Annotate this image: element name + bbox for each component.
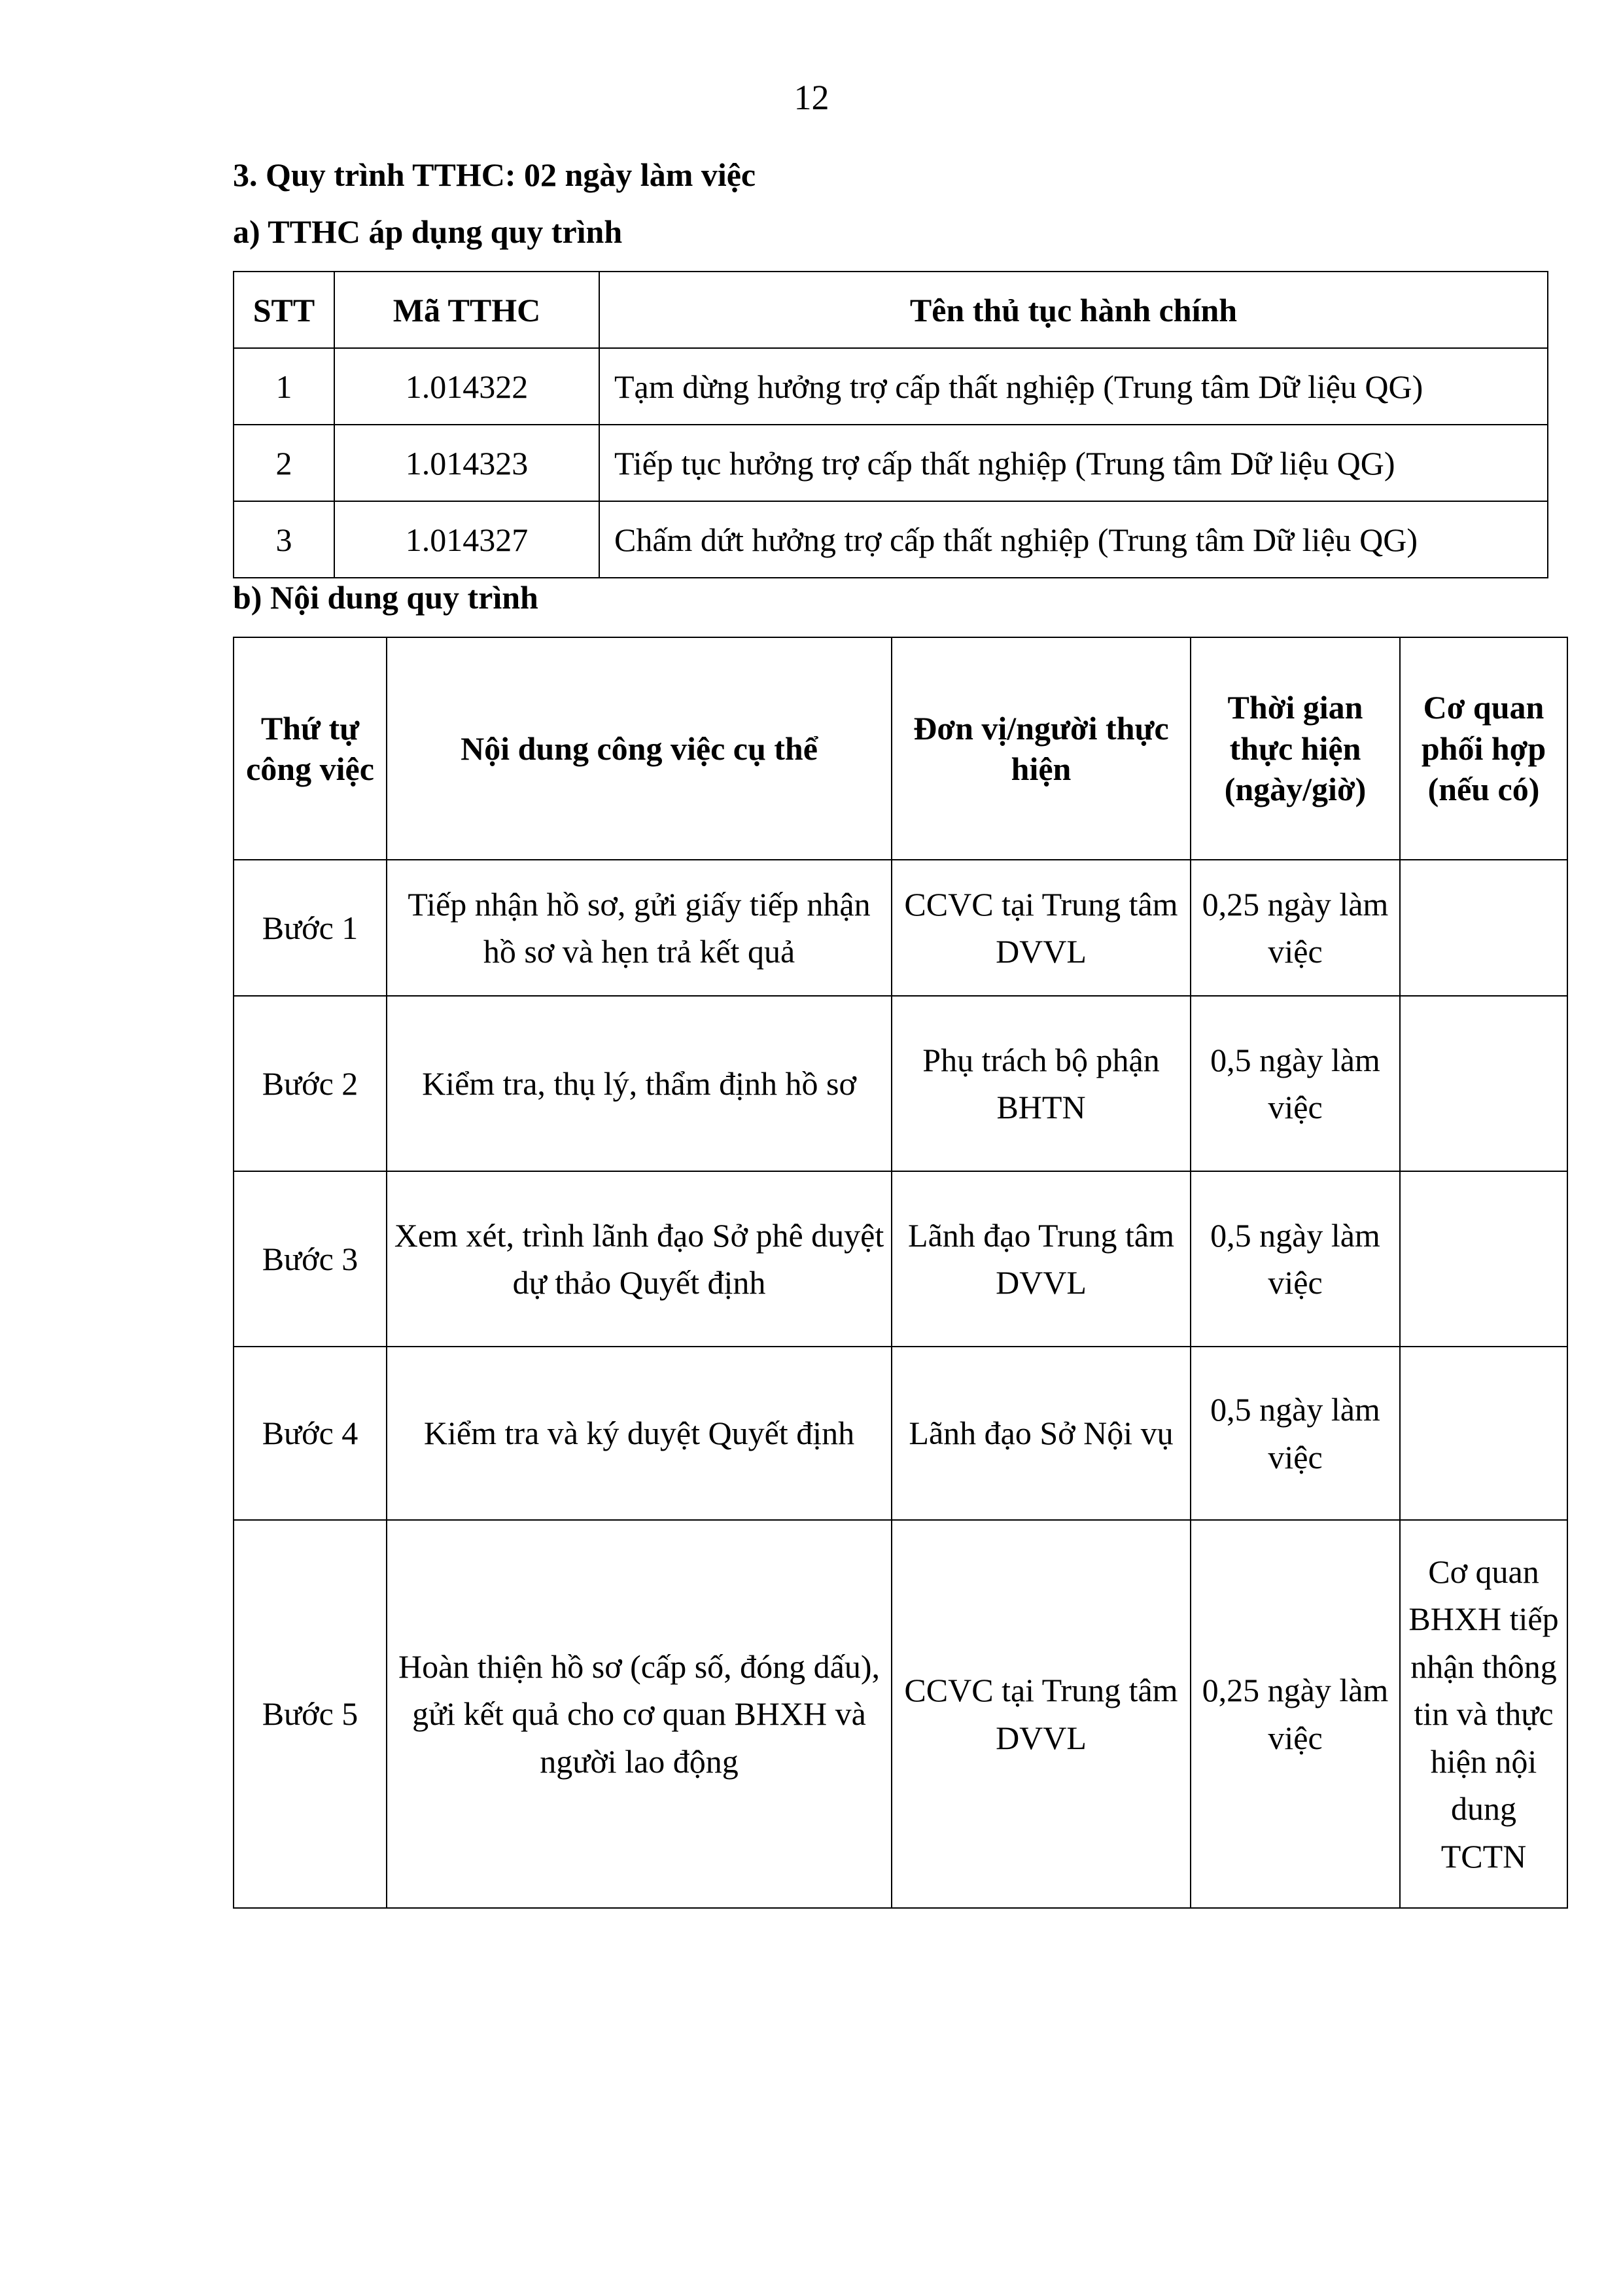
table-row: [234, 501, 1548, 578]
header-unit: Đơn vị/người thực hiện: [892, 637, 1191, 860]
cell-stt: 3: [234, 501, 334, 578]
cell-content: Tiếp nhận hồ sơ, gửi giấy tiếp nhận hồ sơ và hẹn trả kết quả: [387, 860, 892, 996]
cell-unit: Phụ trách bộ phận BHTN: [892, 996, 1191, 1171]
table-header-row: [234, 272, 1548, 348]
cell-name: Chấm dứt hưởng trợ cấp thất nghiệp (Trung tâm Dữ liệu QG): [599, 501, 1548, 578]
cell-code: 1.014323: [334, 425, 599, 501]
cell-time: 0,5 ngày làm việc: [1191, 1347, 1400, 1520]
cell-stt: 2: [234, 425, 334, 501]
header-content: Nội dung công việc cụ thể: [387, 637, 892, 860]
cell-unit: Lãnh đạo Trung tâm DVVL: [892, 1171, 1191, 1347]
table-row: [234, 425, 1548, 501]
table-row: [234, 348, 1548, 425]
cell-step: Bước 3: [234, 1171, 387, 1347]
cell-coordinator: [1400, 996, 1567, 1171]
cell-code: 1.014327: [334, 501, 599, 578]
cell-time: 0,25 ngày làm việc: [1191, 1520, 1400, 1908]
cell-coordinator: [1400, 1171, 1567, 1347]
table-header-row: [234, 637, 1567, 860]
part-a-title: a) TTHC áp dụng quy trình: [233, 213, 623, 250]
part-b-title: b) Nội dung quy trình: [233, 579, 538, 616]
cell-unit: CCVC tại Trung tâm DVVL: [892, 1520, 1191, 1908]
header-coordinator: Cơ quan phối hợp (nếu có): [1400, 637, 1567, 860]
cell-name: Tiếp tục hưởng trợ cấp thất nghiệp (Trung tâm Dữ liệu QG): [599, 425, 1548, 501]
cell-content: Hoàn thiện hồ sơ (cấp số, đóng dấu), gửi kết quả cho cơ quan BHXH và người lao động: [387, 1520, 892, 1908]
cell-coordinator: [1400, 860, 1567, 996]
cell-name: Tạm dừng hưởng trợ cấp thất nghiệp (Trung tâm Dữ liệu QG): [599, 348, 1548, 425]
process-steps-table: [233, 637, 1568, 1909]
cell-coordinator: [1400, 1347, 1567, 1520]
table-row: [234, 860, 1567, 996]
page-number: 12: [794, 78, 829, 117]
cell-time: 0,25 ngày làm việc: [1191, 860, 1400, 996]
section-title: 3. Quy trình TTHC: 02 ngày làm việc: [233, 156, 756, 193]
cell-unit: CCVC tại Trung tâm DVVL: [892, 860, 1191, 996]
cell-step: Bước 1: [234, 860, 387, 996]
cell-step: Bước 4: [234, 1347, 387, 1520]
table-row: [234, 1520, 1567, 1908]
cell-step: Bước 5: [234, 1520, 387, 1908]
header-time: Thời gian thực hiện (ngày/giờ): [1191, 637, 1400, 860]
cell-time: 0,5 ngày làm việc: [1191, 1171, 1400, 1347]
procedure-list-table: [233, 271, 1548, 578]
cell-step: Bước 2: [234, 996, 387, 1171]
header-name: Tên thủ tục hành chính: [599, 272, 1548, 348]
cell-code: 1.014322: [334, 348, 599, 425]
header-code: Mã TTHC: [334, 272, 599, 348]
header-stt: STT: [234, 272, 334, 348]
cell-content: Kiểm tra, thụ lý, thẩm định hồ sơ: [387, 996, 892, 1171]
table-row: [234, 1171, 1567, 1347]
cell-time: 0,5 ngày làm việc: [1191, 996, 1400, 1171]
table-row: [234, 996, 1567, 1171]
cell-content: Xem xét, trình lãnh đạo Sở phê duyệt dự thảo Quyết định: [387, 1171, 892, 1347]
header-step-order: Thứ tự công việc: [234, 637, 387, 860]
cell-unit: Lãnh đạo Sở Nội vụ: [892, 1347, 1191, 1520]
cell-content: Kiểm tra và ký duyệt Quyết định: [387, 1347, 892, 1520]
table-row: [234, 1347, 1567, 1520]
cell-coordinator: Cơ quan BHXH tiếp nhận thông tin và thực hiện nội dung TCTN: [1400, 1520, 1567, 1908]
cell-stt: 1: [234, 348, 334, 425]
